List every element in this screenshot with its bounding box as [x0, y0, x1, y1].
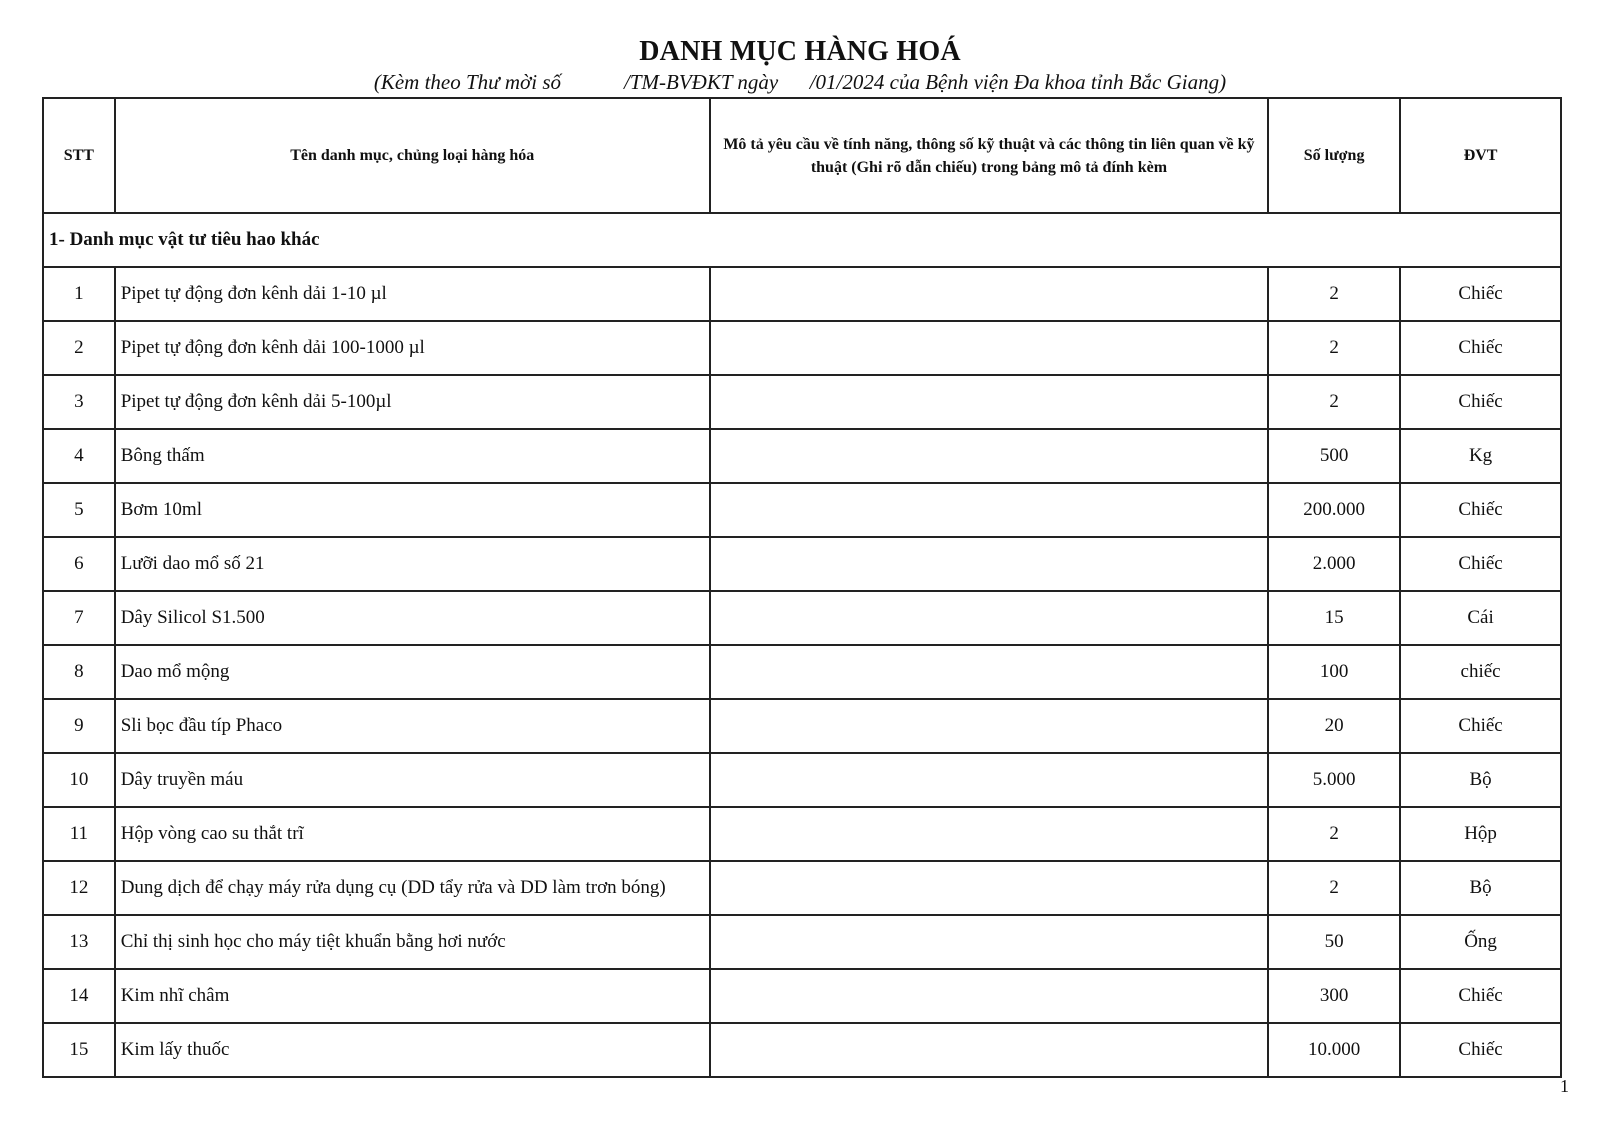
- row-unit: Chiếc: [1400, 321, 1561, 375]
- row-stt: 7: [43, 591, 115, 645]
- row-description: [710, 375, 1268, 429]
- row-quantity: 2.000: [1268, 537, 1400, 591]
- row-name: Pipet tự động đơn kênh dải 5-100µl: [115, 375, 710, 429]
- row-unit: Kg: [1400, 429, 1561, 483]
- row-quantity: 500: [1268, 429, 1400, 483]
- table-row: [43, 321, 1561, 375]
- row-quantity: 200.000: [1268, 483, 1400, 537]
- row-description: [710, 591, 1268, 645]
- row-name: Lưỡi dao mổ số 21: [115, 537, 710, 591]
- row-unit: Chiếc: [1400, 969, 1561, 1023]
- row-quantity: 15: [1268, 591, 1400, 645]
- row-stt: 15: [43, 1023, 115, 1077]
- row-stt: 11: [43, 807, 115, 861]
- goods-table: [42, 97, 1562, 1078]
- row-stt: 8: [43, 645, 115, 699]
- row-unit: Ống: [1400, 915, 1561, 969]
- table-row: [43, 753, 1561, 807]
- table-row: [43, 861, 1561, 915]
- row-unit: Chiếc: [1400, 267, 1561, 321]
- row-unit: Bộ: [1400, 753, 1561, 807]
- row-name: Dao mổ mộng: [115, 645, 710, 699]
- table-row: [43, 591, 1561, 645]
- row-description: [710, 483, 1268, 537]
- table-row: [43, 807, 1561, 861]
- row-stt: 10: [43, 753, 115, 807]
- row-stt: 4: [43, 429, 115, 483]
- table-row: [43, 969, 1561, 1023]
- header-quantity: Số lượng: [1268, 98, 1400, 213]
- row-quantity: 100: [1268, 645, 1400, 699]
- row-name: Sli bọc đầu típ Phaco: [115, 699, 710, 753]
- row-unit: Bộ: [1400, 861, 1561, 915]
- document-subtitle: (Kèm theo Thư mời số /TM-BVĐKT ngày /01/2024 của Bệnh viện Đa khoa tỉnh Bắc Giang): [373, 70, 1227, 94]
- row-description: [710, 915, 1268, 969]
- section-title: 1- Danh mục vật tư tiêu hao khác: [43, 213, 1561, 267]
- row-description: [710, 267, 1268, 321]
- row-unit: Cái: [1400, 591, 1561, 645]
- row-name: Pipet tự động đơn kênh dải 100-1000 µl: [115, 321, 710, 375]
- row-quantity: 2: [1268, 861, 1400, 915]
- header-stt: STT: [43, 98, 115, 213]
- row-description: [710, 969, 1268, 1023]
- header-unit: ĐVT: [1400, 98, 1561, 213]
- row-unit: Chiếc: [1400, 699, 1561, 753]
- row-description: [710, 321, 1268, 375]
- table-row: [43, 537, 1561, 591]
- row-name: Bơm 10ml: [115, 483, 710, 537]
- row-unit: Chiếc: [1400, 375, 1561, 429]
- row-stt: 12: [43, 861, 115, 915]
- row-stt: 2: [43, 321, 115, 375]
- row-quantity: 20: [1268, 699, 1400, 753]
- table-row: [43, 915, 1561, 969]
- row-name: Kim nhĩ châm: [115, 969, 710, 1023]
- row-name: Hộp vòng cao su thắt trĩ: [115, 807, 710, 861]
- table-row: [43, 267, 1561, 321]
- row-quantity: 2: [1268, 267, 1400, 321]
- row-unit: Chiếc: [1400, 483, 1561, 537]
- header-name: Tên danh mục, chủng loại hàng hóa: [115, 98, 710, 213]
- header-description: Mô tả yêu cầu về tính năng, thông số kỹ thuật và các thông tin liên quan về kỹ thuật (Ghi rõ dẫn chiếu) trong bảng mô tả đính kèm: [710, 98, 1268, 213]
- row-name: Dung dịch để chạy máy rửa dụng cụ (DD tẩy rửa và DD làm trơn bóng): [115, 861, 710, 915]
- table-row: [43, 699, 1561, 753]
- row-stt: 9: [43, 699, 115, 753]
- row-description: [710, 645, 1268, 699]
- row-description: [710, 699, 1268, 753]
- row-description: [710, 861, 1268, 915]
- table-row: [43, 483, 1561, 537]
- row-name: Pipet tự động đơn kênh dải 1-10 µl: [115, 267, 710, 321]
- row-description: [710, 753, 1268, 807]
- row-description: [710, 807, 1268, 861]
- row-stt: 14: [43, 969, 115, 1023]
- row-stt: 3: [43, 375, 115, 429]
- row-quantity: 50: [1268, 915, 1400, 969]
- row-quantity: 2: [1268, 375, 1400, 429]
- row-unit: Chiếc: [1400, 537, 1561, 591]
- row-name: Dây truyền máu: [115, 753, 710, 807]
- table-row: [43, 429, 1561, 483]
- row-name: Kim lấy thuốc: [115, 1023, 710, 1077]
- row-description: [710, 429, 1268, 483]
- table-header-row: [43, 98, 1561, 213]
- row-quantity: 2: [1268, 321, 1400, 375]
- row-quantity: 5.000: [1268, 753, 1400, 807]
- page-number: 1: [1560, 1076, 1569, 1096]
- row-name: Dây Silicol S1.500: [115, 591, 710, 645]
- row-stt: 1: [43, 267, 115, 321]
- row-quantity: 2: [1268, 807, 1400, 861]
- table-row: [43, 375, 1561, 429]
- row-unit: chiếc: [1400, 645, 1561, 699]
- row-stt: 5: [43, 483, 115, 537]
- table-row: [43, 645, 1561, 699]
- row-description: [710, 537, 1268, 591]
- document-title: DANH MỤC HÀNG HOÁ: [639, 36, 961, 67]
- row-quantity: 10.000: [1268, 1023, 1400, 1077]
- row-stt: 13: [43, 915, 115, 969]
- row-name: Bông thấm: [115, 429, 710, 483]
- row-name: Chỉ thị sinh học cho máy tiệt khuẩn bằng hơi nước: [115, 915, 710, 969]
- row-quantity: 300: [1268, 969, 1400, 1023]
- row-unit: Hộp: [1400, 807, 1561, 861]
- row-description: [710, 1023, 1268, 1077]
- row-unit: Chiếc: [1400, 1023, 1561, 1077]
- row-stt: 6: [43, 537, 115, 591]
- section-row: [43, 213, 1561, 267]
- table-row: [43, 1023, 1561, 1077]
